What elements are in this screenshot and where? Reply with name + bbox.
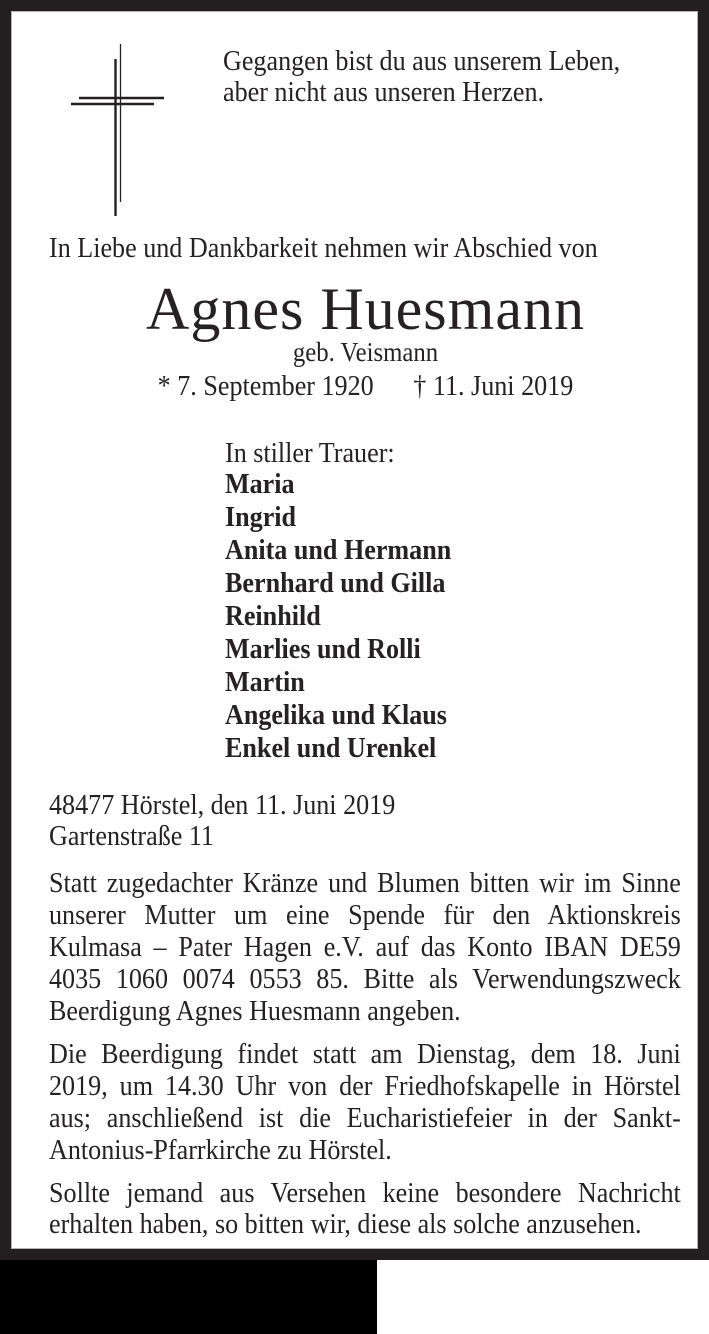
paragraph-line: 2019, um 14.30 Uhr von der Friedhofskapelle in Hörstel	[49, 1070, 681, 1102]
paragraph-line: Beerdigung Agnes Huesmann angeben.	[49, 995, 461, 1027]
deceased-name: Agnes Huesmann	[146, 276, 585, 342]
mourner-name: Anita und Hermann	[225, 533, 452, 566]
funeral-paragraph	[49, 1038, 681, 1166]
paragraph-line: Kulmasa – Pater Hagen e.V. auf das Konto IBAN DE59	[49, 931, 681, 963]
paragraph-line: Statt zugedachter Kränze und Blumen bitten wir im Sinne	[49, 867, 681, 899]
birth-date: * 7. September 1920	[157, 369, 374, 402]
paragraph-line: Die Beerdigung findet statt am Dienstag, dem 18. Juni	[49, 1038, 681, 1070]
mourner-name: Bernhard und Gilla	[225, 566, 446, 599]
paragraph-line: unserer Mutter um eine Spende für den Aktionskreis	[49, 899, 681, 931]
mourner-name: Maria	[225, 467, 295, 500]
paragraph-line: 4035 1060 0074 0553 85. Bitte als Verwendungszweck	[49, 963, 681, 995]
mourning-heading: In stiller Trauer:	[225, 436, 395, 469]
maiden-name: geb. Veismann	[292, 335, 439, 367]
mourner-name: Reinhild	[225, 599, 321, 632]
donation-paragraph	[49, 867, 681, 1027]
paragraph-line: aus; anschließend ist die Eucharistiefeier in der Sankt-	[49, 1102, 681, 1134]
epigraph-line: Gegangen bist du aus unserem Leben,	[223, 44, 621, 77]
mourner-name: Martin	[225, 666, 305, 699]
paragraph-line: erhalten haben, so bitten wir, diese als solche anzusehen.	[49, 1207, 642, 1240]
notice-paragraph	[49, 1178, 681, 1240]
mourner-name: Enkel und Urenkel	[225, 732, 437, 765]
mourner-name: Marlies und Rolli	[225, 632, 421, 665]
intro-line: In Liebe und Dankbarkeit nehmen wir Abschied von	[49, 231, 598, 264]
paragraph-line: Sollte jemand aus Versehen keine besondere Nachricht	[49, 1176, 681, 1209]
memorial-cross-icon	[66, 39, 168, 221]
epigraph	[223, 46, 620, 109]
life-dates	[46, 371, 684, 403]
mourners-list	[225, 468, 451, 766]
paragraph-line: Antonius-Pfarrkirche zu Hörstel.	[49, 1134, 392, 1166]
mourner-name: Angelika und Klaus	[225, 699, 447, 732]
address-block	[49, 790, 395, 852]
death-date: † 11. Juni 2019	[413, 369, 574, 402]
address-line: Gartenstraße 11	[49, 819, 214, 852]
mourner-name: Ingrid	[225, 500, 297, 533]
black-redaction-block	[0, 1260, 377, 1334]
address-line: 48477 Hörstel, den 11. Juni 2019	[49, 788, 396, 821]
epigraph-line: aber nicht aus unseren Herzen.	[223, 76, 545, 108]
